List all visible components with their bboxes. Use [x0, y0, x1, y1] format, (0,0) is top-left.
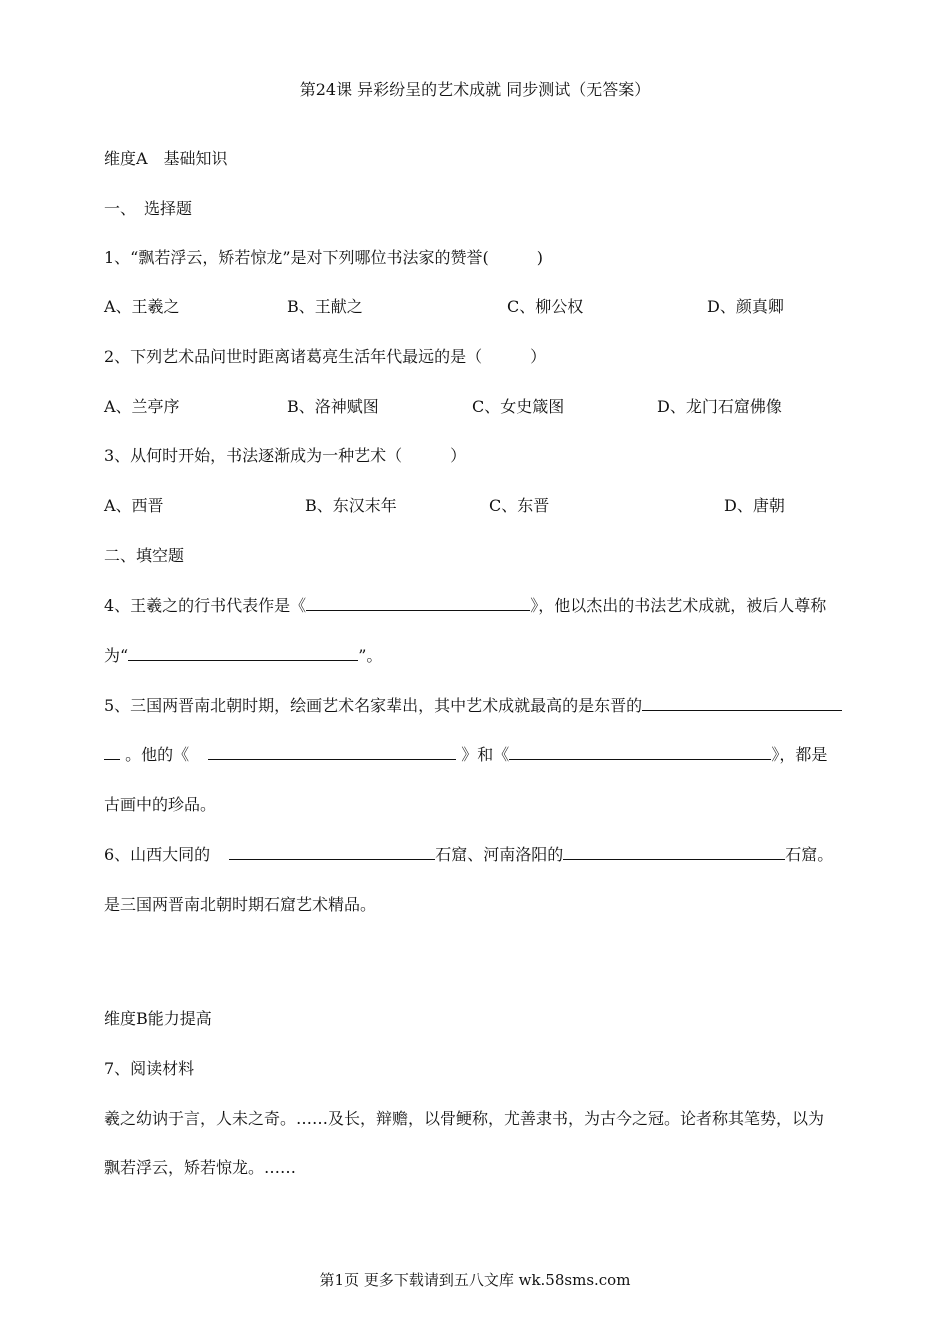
page-title: 第24课 异彩纷呈的艺术成就 同步测试（无答案） — [299, 80, 651, 99]
q6-blank-1 — [229, 845, 435, 860]
q6-text-start: 6、山西大同的 — [104, 845, 211, 864]
reading-material-line-1: 羲之幼讷于言，人未之奇。……及长，辩赡，以骨鲠称，尤善隶书，为古今之冠。论者称其笔势，以为 — [104, 1109, 825, 1128]
question-3: 3、从何时开始，书法逐渐成为一种艺术（ ） — [104, 446, 467, 465]
question-5-line-2 — [104, 745, 827, 765]
q2-option-b: B、洛神赋图 — [287, 397, 379, 416]
q6-text-middle: 石窟、河南洛阳的 — [435, 845, 564, 864]
q3-option-a: A、西晋 — [104, 496, 164, 515]
q2-option-a: A、兰亭序 — [104, 397, 180, 416]
q1-option-c: C、柳公权 — [507, 297, 584, 316]
question-5-line-3: 古画中的珍品。 — [104, 795, 217, 814]
question-4-line-2 — [104, 646, 382, 666]
q1-option-b: B、王献之 — [287, 297, 363, 316]
question-5-line-1 — [104, 696, 842, 716]
q1-option-a: A、王羲之 — [104, 297, 180, 316]
question-4-line-1 — [104, 596, 826, 616]
q2-option-c: C、女史箴图 — [472, 397, 565, 416]
q3-option-c: C、东晋 — [489, 496, 550, 515]
reading-material-line-2: 飘若浮云，矫若惊龙。…… — [104, 1158, 297, 1177]
part-two-heading: 二、填空题 — [104, 546, 185, 565]
question-2: 2、下列艺术品问世时距离诸葛亮生活年代最远的是（ ） — [104, 347, 547, 366]
part-one-heading: 一、 选择题 — [104, 199, 193, 218]
page-footer: 第1页 更多下载请到五八文库 wk.58sms.com — [319, 1271, 631, 1289]
q2-option-d: D、龙门石窟佛像 — [657, 397, 782, 416]
q5-blank-1 — [642, 696, 842, 711]
q6-text-end: 石窟。 — [785, 845, 834, 864]
q4-blank-2 — [128, 646, 358, 661]
q1-option-d: D、颜真卿 — [707, 297, 784, 316]
q6-blank-2 — [563, 845, 785, 860]
q4-blank-1 — [306, 596, 530, 611]
q4-text-start: 4、王羲之的行书代表作是《 — [104, 596, 307, 615]
q4-text-end: ”。 — [358, 646, 383, 665]
q5-text-and: 》和《 — [461, 745, 510, 764]
q3-option-b: B、东汉末年 — [305, 496, 397, 515]
question-6-line-2: 是三国两晋南北朝时期石窟艺术精品。 — [104, 895, 377, 914]
q4-text-prefix: 为“ — [104, 646, 129, 665]
question-6-line-1 — [104, 845, 833, 865]
question-1: 1、“飘若浮云，矫若惊龙”是对下列哪位书法家的赞誉( ) — [104, 248, 544, 267]
q5-text-start: 5、三国两晋南北朝时期，绘画艺术名家辈出，其中艺术成就最高的是东晋的 — [104, 696, 643, 715]
section-b-heading: 维度B能力提高 — [104, 1009, 212, 1028]
q5-blank-1-continued — [104, 745, 120, 760]
section-a-heading: 维度A 基础知识 — [104, 149, 228, 168]
q5-text-end: 》，都是 — [771, 745, 828, 764]
q5-text-his: 。他的《 — [125, 745, 190, 764]
q5-blank-2 — [208, 745, 456, 760]
q5-blank-3 — [509, 745, 771, 760]
q4-text-middle: 》，他以杰出的书法艺术成就，被后人尊称 — [530, 596, 827, 615]
question-7: 7、阅读材料 — [104, 1059, 195, 1078]
q3-option-d: D、唐朝 — [724, 496, 785, 515]
